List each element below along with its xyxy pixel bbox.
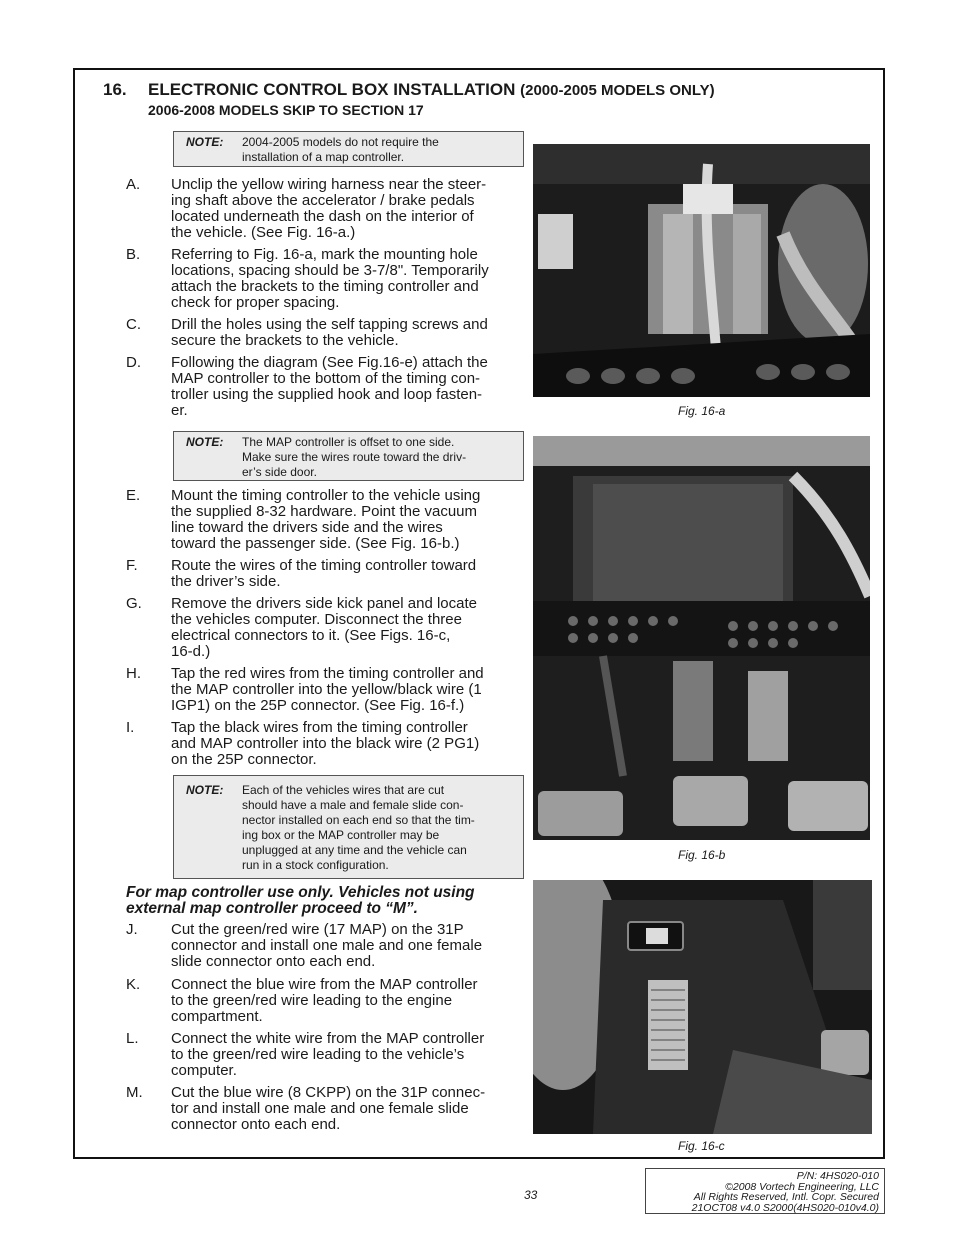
note-line: Make sure the wires route toward the driv- [242,450,467,464]
step-letter: J. [126,921,138,938]
note-line: nector installed on each end so that the tim- [242,813,475,827]
step-letter: E. [126,487,141,504]
note-box-1 [173,131,524,167]
step-c [126,317,526,349]
step-k [126,977,526,1025]
note-line: run in a stock configuration. [242,858,389,872]
note-line: ing box or the MAP controller may be [242,828,440,842]
step-m [126,1085,526,1133]
map-controller-note [126,885,526,917]
footer-copyright-box [645,1168,885,1214]
step-letter: G. [126,595,142,612]
step-letter: L. [126,1030,139,1047]
step-letter: C. [126,316,141,333]
step-g [126,596,526,660]
step-letter: I. [126,719,135,736]
section-title-suffix: (2000-2005 MODELS ONLY) [520,82,715,99]
page-number: 33 [524,1188,538,1202]
note-label: NOTE: [186,135,224,149]
step-text: Connect the blue wire from the MAP controller to the green/red wire leading to the engine compartment. [171,976,478,1025]
note-label: NOTE: [186,783,224,797]
step-d [126,355,526,419]
footer-line: All Rights Reserved, Intl. Copr. Secured [693,1191,879,1203]
map-note-line: external map controller proceed to “M”. [126,900,418,917]
figure-16c-photo [533,880,872,1134]
note-line: Each of the vehicles wires that are cut [242,783,445,797]
note-text [242,135,515,165]
step-text: Drill the holes using the self tapping screws and secure the brackets to the vehicle. [171,316,488,349]
step-text: Route the wires of the timing controller toward the driver’s side. [171,557,477,590]
figure-16b-caption: Fig. 16-b [678,848,726,862]
step-letter: K. [126,976,141,993]
step-text: Referring to Fig. 16-a, mark the mounting hole locations, spacing should be 3-7/8". Temporarily attach the brackets to the timing controller and check for proper spacing. [171,246,489,311]
step-e [126,488,526,552]
note-line: installation of a map controller. [242,150,405,164]
step-letter: M. [126,1084,143,1101]
step-text: Remove the drivers side kick panel and locate the vehicles computer. Disconnect the three electrical connectors to it. (See Figs. 16-c, 16-d.) [171,595,477,660]
step-l [126,1031,526,1079]
step-text: Mount the timing controller to the vehicle using the supplied 8-32 hardware. Point the vacuum line toward the drivers side and the wires toward the passenger side. (See Fig. 16-b.) [171,487,481,552]
note-line: should have a male and female slide con- [242,798,464,812]
step-j [126,922,526,970]
figure-16b-photo [533,436,870,840]
note-text [242,435,515,480]
step-h [126,666,526,714]
section-subtitle: 2006-2008 MODELS SKIP TO SECTION 17 [148,102,424,118]
note-box-3 [173,775,524,879]
step-text: Unclip the yellow wiring harness near the steer- ing shaft above the accelerator / brake pedals located underneath the dash on the interior of the vehicle. (See Fig. 16-a.) [171,176,487,241]
step-text: Following the diagram (See Fig.16-e) attach the MAP controller to the bottom of the timing con- troller using the supplied hook and loop fasten- er. [171,354,488,419]
figure-16c-caption: Fig. 16-c [678,1139,725,1153]
note-line: The MAP controller is offset to one side. [242,435,455,449]
step-text: Cut the green/red wire (17 MAP) on the 31P connector and install one male and one female slide connector onto each end. [171,921,483,970]
step-text: Connect the white wire from the MAP controller to the green/red wire leading to the vehicle’s computer. [171,1030,485,1079]
footer-line: ©2008 Vortech Engineering, LLC [725,1180,879,1193]
note-label: NOTE: [186,435,224,449]
section-number: 16. [103,80,127,99]
step-text: Tap the red wires from the timing controller and the MAP controller into the yellow/black wire (1 IGP1) on the 25P connector. (See Fig. 16-f.) [171,665,484,714]
note-line: er’s side door. [242,465,317,479]
note-text [242,783,515,873]
figure-16a-caption: Fig. 16-a [678,404,726,418]
footer-line: 21OCT08 v4.0 S2000(4HS020-010v4.0) [691,1201,879,1214]
step-f [126,558,526,590]
step-text: Tap the black wires from the timing controller and MAP controller into the black wire (2 PG1) on the 25P connector. [171,719,480,768]
note-line: 2004-2005 models do not require the [242,135,439,149]
section-title [148,80,715,100]
step-letter: H. [126,665,141,682]
note-line: unplugged at any time and the vehicle can [242,843,467,857]
section-title-main: ELECTRONIC CONTROL BOX INSTALLATION [148,80,516,99]
figure-16a-photo [533,144,870,397]
note-box-2 [173,431,524,481]
step-i [126,720,526,768]
step-letter: D. [126,354,141,371]
footer-line: P/N: 4HS020-010 [796,1170,879,1182]
step-letter: A. [126,176,141,193]
step-letter: F. [126,557,138,574]
step-text: Cut the blue wire (8 CKPP) on the 31P connec- tor and install one male and one female slide connector onto each end. [171,1084,486,1133]
step-a [126,177,526,241]
map-note-line: For map controller use only. Vehicles not using [126,884,475,901]
step-letter: B. [126,246,141,263]
step-b [126,247,526,311]
